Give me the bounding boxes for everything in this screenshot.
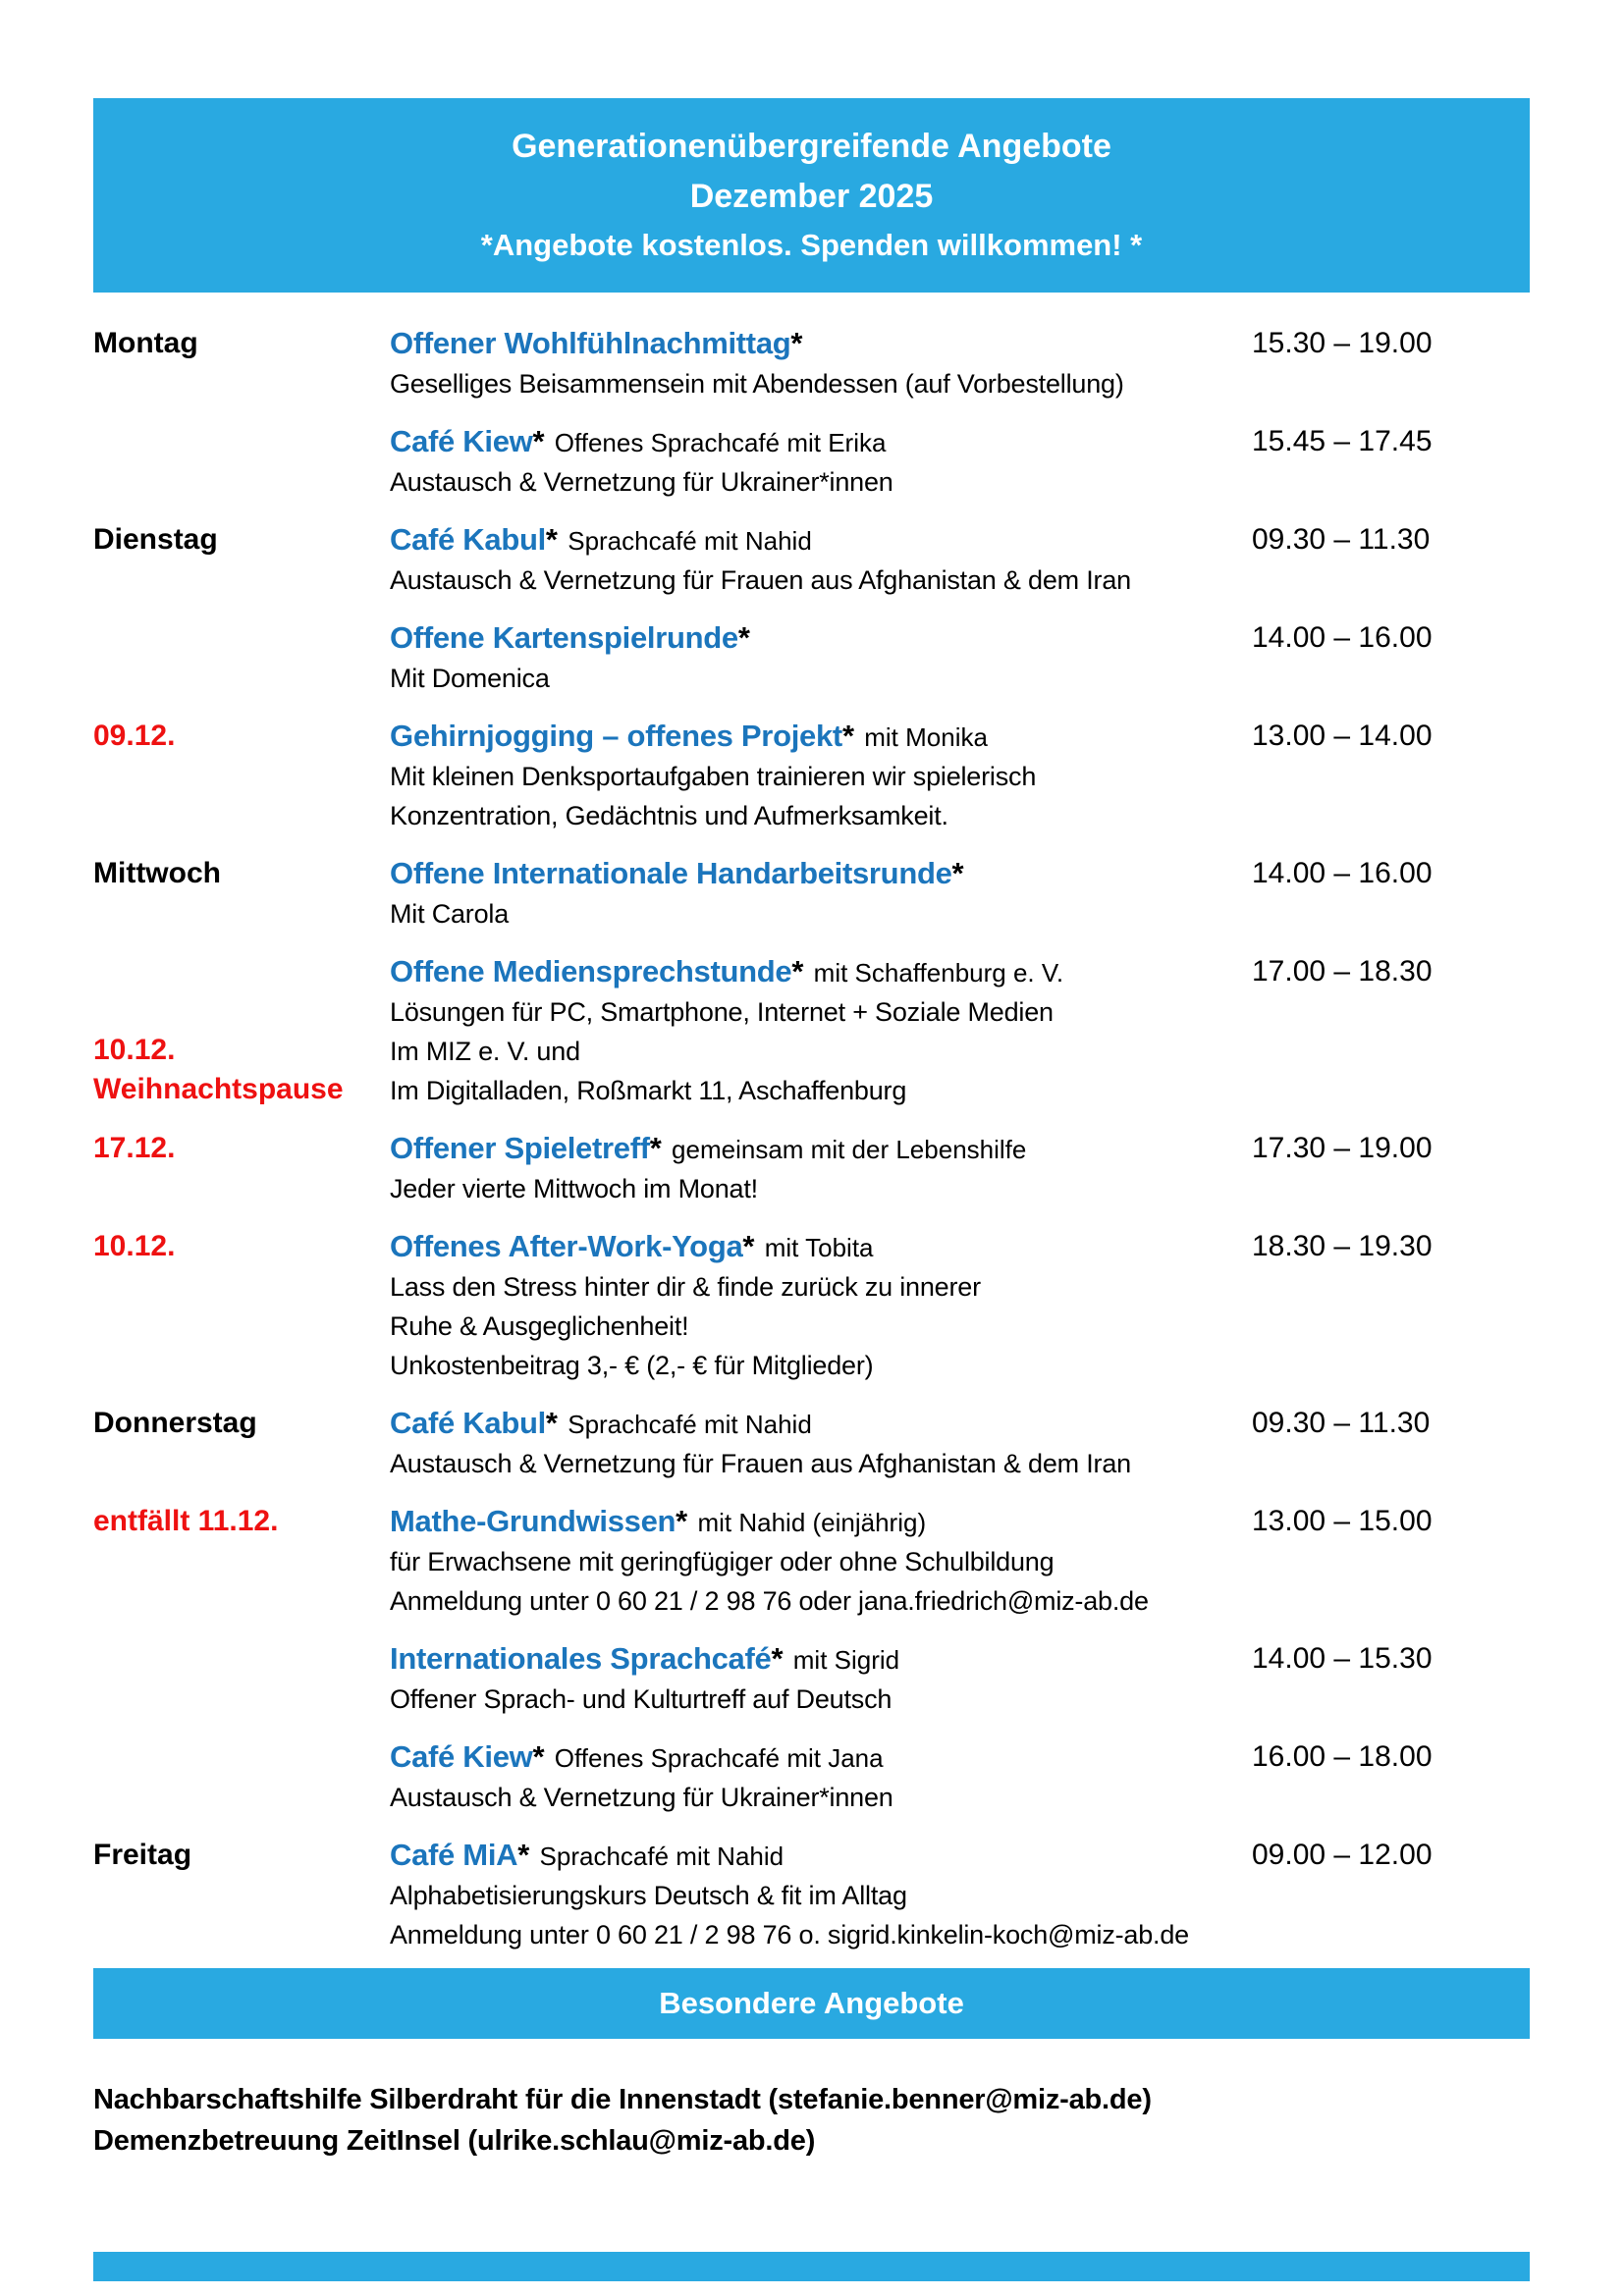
- event-description-line: Austausch & Vernetzung für Ukrainer*innen: [390, 467, 893, 497]
- schedule-row-event: [390, 1227, 1252, 1385]
- event-description-line: Mit Carola: [390, 899, 510, 929]
- schedule-row: [93, 1404, 1596, 1483]
- event-title-line: [390, 854, 1252, 894]
- event-subtitle: mit Monika: [857, 722, 988, 752]
- schedule-row-left: [93, 324, 390, 403]
- event-description-line: Lösungen für PC, Smartphone, Internet + Soziale Medien: [390, 997, 1054, 1027]
- event-title-star: *: [517, 1838, 530, 1872]
- event-title: Offenes After-Work-Yoga: [390, 1229, 743, 1263]
- event-descriptions: [390, 462, 1252, 502]
- date-note: 10.12.: [93, 1230, 176, 1262]
- schedule-row: [93, 1502, 1596, 1621]
- special-offers-title: Besondere Angebote: [659, 1986, 964, 2020]
- event-title: Mathe-Grundwissen: [390, 1504, 676, 1538]
- event-description-line: Im Digitalladen, Roßmarkt 11, Aschaffenburg: [390, 1076, 907, 1105]
- event-time: 18.30 – 19.30: [1252, 1230, 1433, 1262]
- event-title-star: *: [545, 1406, 558, 1440]
- event-subtitle: Sprachcafé mit Nahid: [561, 1410, 812, 1439]
- event-subtitle: Sprachcafé mit Nahid: [532, 1842, 784, 1871]
- event-title-star: *: [649, 1131, 662, 1165]
- event-subtitle: Offenes Sprachcafé mit Jana: [547, 1743, 884, 1773]
- schedule-row-event: [390, 1737, 1252, 1817]
- event-title-star: *: [737, 620, 750, 655]
- event-descriptions: [390, 364, 1252, 403]
- schedule-row-event: [390, 618, 1252, 698]
- special-offers-banner: [93, 1968, 1530, 2039]
- event-subtitle: gemeinsam mit der Lebenshilfe: [664, 1135, 1027, 1164]
- special-offers-list: [93, 2079, 1152, 2162]
- day-label: Donnerstag: [93, 1407, 257, 1439]
- event-descriptions: [390, 1444, 1252, 1483]
- event-description-line: Mit Domenica: [390, 664, 550, 693]
- event-descriptions: [390, 1876, 1252, 1954]
- event-title: Café MiA: [390, 1838, 518, 1872]
- schedule-row: [93, 854, 1596, 934]
- event-time: 15.45 – 17.45: [1252, 425, 1433, 457]
- page-subtitle-month: Dezember 2025: [689, 177, 934, 215]
- event-description-line: Lass den Stress hinter dir & finde zurück zu innerer: [390, 1272, 981, 1302]
- event-description-line: Jeder vierte Mittwoch im Monat!: [390, 1174, 758, 1203]
- event-title-line: [390, 618, 1252, 659]
- schedule-row: [93, 324, 1596, 403]
- event-title-line: [390, 717, 1252, 757]
- event-time: 14.00 – 16.00: [1252, 857, 1433, 889]
- event-subtitle: mit Nahid (einjährig): [690, 1508, 927, 1537]
- event-title-line: [390, 422, 1252, 462]
- event-descriptions: [390, 659, 1252, 698]
- schedule-row: [93, 1737, 1596, 1817]
- event-title-line: [390, 324, 1252, 364]
- schedule-row-event: [390, 1404, 1252, 1483]
- event-title: Gehirnjogging – offenes Projekt: [390, 719, 842, 753]
- event-title-line: [390, 1737, 1252, 1778]
- event-description-line: Alphabetisierungskurs Deutsch & fit im Alltag: [390, 1881, 907, 1910]
- schedule-row-left: [93, 1227, 390, 1385]
- schedule-row-left: [93, 1639, 390, 1719]
- date-note: 17.12.: [93, 1132, 176, 1164]
- event-descriptions: [390, 1778, 1252, 1817]
- day-label: Mittwoch: [93, 857, 221, 889]
- event-title-star: *: [841, 719, 855, 753]
- event-title-star: *: [545, 522, 558, 557]
- schedule-row-left: [93, 520, 390, 600]
- event-title: Café Kiew: [390, 1739, 533, 1774]
- schedule-row-left: [93, 854, 390, 934]
- schedule-row-event: [390, 854, 1252, 934]
- event-title: Offener Spieletreff: [390, 1131, 650, 1165]
- event-description-line: Unkostenbeitrag 3,- € (2,- € für Mitglieder): [390, 1351, 874, 1380]
- event-description-line: Anmeldung unter 0 60 21 / 2 98 76 o. sigrid.kinkelin-koch@miz-ab.de: [390, 1920, 1189, 1949]
- event-title-star: *: [742, 1229, 755, 1263]
- event-subtitle: Sprachcafé mit Nahid: [561, 526, 812, 556]
- schedule-row-event: [390, 717, 1252, 835]
- event-time: 14.00 – 15.30: [1252, 1642, 1433, 1675]
- schedule-row-event: [390, 324, 1252, 403]
- schedule-row: [93, 717, 1596, 835]
- event-description-line: Konzentration, Gedächtnis und Aufmerksamkeit.: [390, 801, 948, 830]
- special-offer-line: Demenzbetreuung ZeitInsel (ulrike.schlau@miz-ab.de): [93, 2125, 816, 2157]
- event-time: 15.30 – 19.00: [1252, 327, 1433, 359]
- event-title-line: [390, 1227, 1252, 1267]
- day-label: Dienstag: [93, 523, 218, 556]
- event-title-star: *: [791, 954, 804, 988]
- event-subtitle: mit Sigrid: [785, 1645, 900, 1675]
- event-title-line: [390, 1836, 1252, 1876]
- event-time: 17.30 – 19.00: [1252, 1132, 1433, 1164]
- schedule-row-left: [93, 1404, 390, 1483]
- event-title: Café Kabul: [390, 1406, 546, 1440]
- date-note: Weihnachtspause: [93, 1073, 344, 1105]
- event-time: 13.00 – 14.00: [1252, 720, 1433, 752]
- schedule-row-left: [93, 1737, 390, 1817]
- event-title: Offene Kartenspielrunde: [390, 620, 738, 655]
- schedule-row: [93, 618, 1596, 698]
- event-subtitle: Offenes Sprachcafé mit Erika: [547, 428, 887, 457]
- schedule-row-event: [390, 1836, 1252, 1954]
- schedule-row: [93, 1227, 1596, 1385]
- event-title-line: [390, 952, 1252, 992]
- schedule-row-left: [93, 717, 390, 835]
- event-descriptions: [390, 1267, 1252, 1385]
- event-title-star: *: [771, 1641, 784, 1676]
- schedule-row: [93, 520, 1596, 600]
- schedule-row-left: [93, 618, 390, 698]
- event-time: 09.30 – 11.30: [1252, 1407, 1431, 1439]
- event-title-star: *: [790, 326, 803, 360]
- event-description-line: Austausch & Vernetzung für Ukrainer*innen: [390, 1783, 893, 1812]
- event-description-line: Anmeldung unter 0 60 21 / 2 98 76 oder jana.friedrich@miz-ab.de: [390, 1586, 1149, 1616]
- schedule-row-event: [390, 952, 1252, 1110]
- schedule-row: [93, 1639, 1596, 1719]
- event-title: Offene Mediensprechstunde: [390, 954, 792, 988]
- event-description-line: Im MIZ e. V. und: [390, 1037, 580, 1066]
- date-note: entfällt 11.12.: [93, 1505, 279, 1537]
- page-title: Generationenübergreifende Angebote: [512, 127, 1111, 165]
- schedule-row-event: [390, 1129, 1252, 1208]
- event-time: 17.00 – 18.30: [1252, 955, 1433, 988]
- schedule-row-event: [390, 1639, 1252, 1719]
- event-title-star: *: [676, 1504, 688, 1538]
- event-descriptions: [390, 757, 1252, 835]
- schedule-row-event: [390, 422, 1252, 502]
- day-label: Freitag: [93, 1839, 192, 1871]
- schedule-row: [93, 1129, 1596, 1208]
- event-title: Internationales Sprachcafé: [390, 1641, 772, 1676]
- page-note-free: *Angebote kostenlos. Spenden willkommen! *: [480, 228, 1143, 263]
- schedule-row-left: [93, 1129, 390, 1208]
- event-description-line: Geselliges Beisammensein mit Abendessen (auf Vorbestellung): [390, 369, 1124, 399]
- event-description-line: Ruhe & Ausgeglichenheit!: [390, 1311, 689, 1341]
- event-description-line: Offener Sprach- und Kulturtreff auf Deutsch: [390, 1684, 893, 1714]
- event-description-line: Mit kleinen Denksportaufgaben trainieren wir spielerisch: [390, 762, 1037, 791]
- schedule-row-event: [390, 1502, 1252, 1621]
- date-note: 09.12.: [93, 720, 176, 752]
- event-descriptions: [390, 894, 1252, 934]
- schedule: [93, 324, 1596, 1973]
- schedule-row: [93, 952, 1596, 1110]
- event-subtitle: mit Schaffenburg e. V.: [806, 958, 1064, 988]
- schedule-row: [93, 422, 1596, 502]
- event-descriptions: [390, 992, 1252, 1110]
- event-title-line: [390, 1404, 1252, 1444]
- event-title-line: [390, 1502, 1252, 1542]
- schedule-row-event: [390, 520, 1252, 600]
- event-time: 14.00 – 16.00: [1252, 621, 1433, 654]
- event-descriptions: [390, 1169, 1252, 1208]
- schedule-row-left: [93, 1836, 390, 1954]
- schedule-row-left: [93, 1502, 390, 1621]
- date-note: 10.12.: [93, 1034, 176, 1066]
- event-title: Offene Internationale Handarbeitsrunde: [390, 856, 952, 890]
- schedule-row-left: [93, 952, 390, 1110]
- event-title: Café Kabul: [390, 522, 546, 557]
- special-offer-line: Nachbarschaftshilfe Silberdraht für die Innenstadt (stefanie.benner@miz-ab.de): [93, 2084, 1152, 2115]
- event-title: Offener Wohlfühlnachmittag: [390, 326, 791, 360]
- event-descriptions: [390, 1542, 1252, 1621]
- schedule-row: [93, 1836, 1596, 1954]
- event-title-star: *: [532, 1739, 545, 1774]
- event-time: 09.30 – 11.30: [1252, 523, 1431, 556]
- event-title-line: [390, 520, 1252, 561]
- footer-bar: [93, 2252, 1530, 2281]
- event-descriptions: [390, 561, 1252, 600]
- day-label: Montag: [93, 327, 198, 359]
- event-description-line: für Erwachsene mit geringfügiger oder ohne Schulbildung: [390, 1547, 1055, 1576]
- event-time: 13.00 – 15.00: [1252, 1505, 1433, 1537]
- event-title-star: *: [532, 424, 545, 458]
- header-banner: [93, 98, 1530, 293]
- event-title: Café Kiew: [390, 424, 533, 458]
- event-time: 09.00 – 12.00: [1252, 1839, 1433, 1871]
- schedule-row-left: [93, 422, 390, 502]
- event-title-line: [390, 1129, 1252, 1169]
- event-description-line: Austausch & Vernetzung für Frauen aus Afghanistan & dem Iran: [390, 1449, 1131, 1478]
- event-title-star: *: [951, 856, 964, 890]
- event-subtitle: mit Tobita: [757, 1233, 874, 1262]
- event-descriptions: [390, 1680, 1252, 1719]
- event-time: 16.00 – 18.00: [1252, 1740, 1433, 1773]
- event-title-line: [390, 1639, 1252, 1680]
- event-description-line: Austausch & Vernetzung für Frauen aus Afghanistan & dem Iran: [390, 565, 1131, 595]
